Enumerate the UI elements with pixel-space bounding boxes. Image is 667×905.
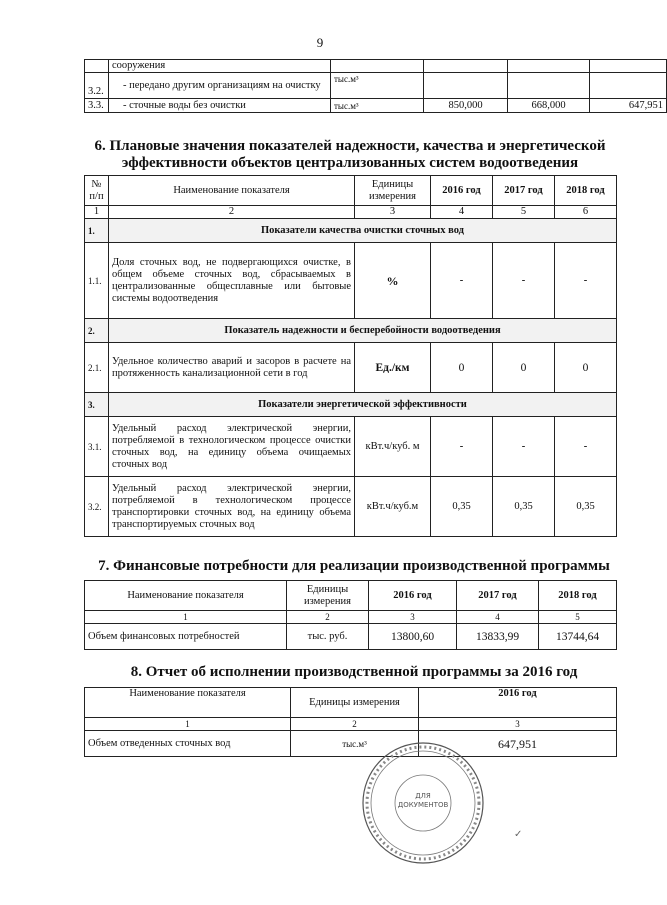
row-2017: 13833,99 xyxy=(457,624,539,650)
row-unit: кВт.ч/куб. м xyxy=(355,417,431,477)
header-unit: Единицы измерения xyxy=(355,176,431,206)
row-name: - передано другим организациям на очистку xyxy=(109,73,331,99)
row-2016: 647,951 xyxy=(419,731,617,757)
row-2016: - xyxy=(431,243,493,319)
row-unit: тыс. руб. xyxy=(287,624,369,650)
header-2018: 2018 год xyxy=(539,581,617,611)
document-stamp xyxy=(358,738,488,868)
col-number: 4 xyxy=(431,206,493,219)
col-number: 2 xyxy=(109,206,355,219)
col-number: 2 xyxy=(287,611,369,624)
row-unit: % xyxy=(355,243,431,319)
group-num: 2. xyxy=(85,319,109,343)
row-2018 xyxy=(590,73,667,99)
row-unit xyxy=(331,60,424,73)
section6-table xyxy=(84,175,617,537)
section7-table xyxy=(84,580,617,650)
table-row xyxy=(85,243,617,319)
row-2016: 13800,60 xyxy=(369,624,457,650)
col-number: 5 xyxy=(493,206,555,219)
pen-mark-icon: ✓ xyxy=(514,829,523,840)
header-2016: 2016 год xyxy=(419,688,617,718)
row-name: - сточные воды без очистки xyxy=(109,99,331,113)
col-number: 2 xyxy=(291,718,419,731)
page-number: 9 xyxy=(316,35,324,50)
header-name: Наименование показателя xyxy=(85,688,291,718)
group-title: Показатели качества очистки сточных вод xyxy=(109,219,617,243)
col-number: 4 xyxy=(457,611,539,624)
row-2016 xyxy=(424,73,508,99)
table-row xyxy=(85,477,617,537)
row-name: Удельное количество аварий и засоров в расчете на протяженность канализационной сети в год xyxy=(109,343,355,393)
group-title: Показатели энергетической эффективности xyxy=(109,393,617,417)
col-number: 3 xyxy=(355,206,431,219)
section7-title: 7. Финансовые потребности для реализации производственной программы xyxy=(98,558,610,574)
row-2017: 0 xyxy=(493,343,555,393)
header-name: Наименование показателя xyxy=(109,176,355,206)
row-unit: кВт.ч/куб.м xyxy=(355,477,431,537)
row-name: Удельный расход электрической энергии, потребляемой в технологическом процессе транспортировки сточных вод, на единицу объема транспортируемых сточных вод xyxy=(109,477,355,537)
row-name: Объем финансовых потребностей xyxy=(85,624,287,650)
col-number: 5 xyxy=(539,611,617,624)
row-2017: 668,000 xyxy=(508,99,590,113)
section6-title-line2: эффективности объектов централизованных систем водоотведения xyxy=(121,155,579,171)
table-row xyxy=(85,73,667,99)
group-num: 1. xyxy=(85,219,109,243)
row-num: 3.3. xyxy=(85,99,109,113)
row-2018: - xyxy=(555,243,617,319)
section8-title: 8. Отчет об исполнении производственной программы за 2016 год xyxy=(130,664,578,680)
header-2018: 2018 год xyxy=(555,176,617,206)
group-row xyxy=(85,393,617,417)
col-number: 3 xyxy=(419,718,617,731)
table-row xyxy=(85,417,617,477)
row-name: Удельный расход электрической энергии, потребляемой в технологическом процессе очистки сточных вод, на единицу объема очищаемых сточных вод xyxy=(109,417,355,477)
row-unit: Ед./км xyxy=(355,343,431,393)
column-number-row xyxy=(85,718,617,731)
section8-table xyxy=(84,687,617,757)
column-number-row xyxy=(85,611,617,624)
row-2017: - xyxy=(493,243,555,319)
top-table xyxy=(84,59,667,113)
col-number: 1 xyxy=(85,718,291,731)
header-num: № п/п xyxy=(85,176,109,206)
group-row xyxy=(85,319,617,343)
row-unit: тыс.м³ xyxy=(331,99,424,113)
header-unit: Единицы измерения xyxy=(287,581,369,611)
table-header-row xyxy=(85,688,617,718)
stamp-center-line1: ДЛЯ xyxy=(415,792,431,800)
row-2018 xyxy=(590,60,667,73)
header-2017: 2017 год xyxy=(457,581,539,611)
row-num xyxy=(85,60,109,73)
row-2016 xyxy=(424,60,508,73)
col-number: 3 xyxy=(369,611,457,624)
col-number: 6 xyxy=(555,206,617,219)
row-num: 2.1. xyxy=(85,343,109,393)
row-num: 3.2. xyxy=(85,73,109,99)
table-row xyxy=(85,731,617,757)
stamp-center-line2: ДОКУМЕНТОВ xyxy=(397,801,449,809)
row-2016: 0,35 xyxy=(431,477,493,537)
row-2017 xyxy=(508,73,590,99)
table-row xyxy=(85,624,617,650)
row-2018: 0 xyxy=(555,343,617,393)
table-header-row xyxy=(85,176,617,206)
table-row xyxy=(85,60,667,73)
row-2017: - xyxy=(493,417,555,477)
row-2017 xyxy=(508,60,590,73)
section6-title-line1: 6. Плановые значения показателей надежности, качества и энергетической xyxy=(94,138,606,154)
group-num: 3. xyxy=(85,393,109,417)
row-name: Объем отведенных сточных вод xyxy=(85,731,291,757)
row-num: 3.1. xyxy=(85,417,109,477)
column-number-row xyxy=(85,206,617,219)
col-number: 1 xyxy=(85,206,109,219)
row-2018: 647,951 xyxy=(590,99,667,113)
header-2016: 2016 год xyxy=(369,581,457,611)
row-num: 1.1. xyxy=(85,243,109,319)
row-unit: тыс.м³ xyxy=(331,73,424,99)
row-2016: - xyxy=(431,417,493,477)
table-row xyxy=(85,343,617,393)
header-2017: 2017 год xyxy=(493,176,555,206)
row-2016: 0 xyxy=(431,343,493,393)
row-2016: 850,000 xyxy=(424,99,508,113)
row-name: сооружения xyxy=(109,60,331,73)
table-header-row xyxy=(85,581,617,611)
row-2018: 13744,64 xyxy=(539,624,617,650)
table-row xyxy=(85,99,667,113)
header-name: Наименование показателя xyxy=(85,581,287,611)
row-num: 3.2. xyxy=(85,477,109,537)
header-unit: Единицы измерения xyxy=(291,688,419,718)
header-2016: 2016 год xyxy=(431,176,493,206)
row-name: Доля сточных вод, не подвергающихся очистке, в общем объеме сточных вод, сбрасываемых в централизованные общесплавные или бытовые системы водоотведения xyxy=(109,243,355,319)
group-title: Показатель надежности и бесперебойности водоотведения xyxy=(109,319,617,343)
col-number: 1 xyxy=(85,611,287,624)
row-2018: - xyxy=(555,417,617,477)
row-2017: 0,35 xyxy=(493,477,555,537)
row-2018: 0,35 xyxy=(555,477,617,537)
row-unit: тыс.м³ xyxy=(291,731,419,757)
group-row xyxy=(85,219,617,243)
